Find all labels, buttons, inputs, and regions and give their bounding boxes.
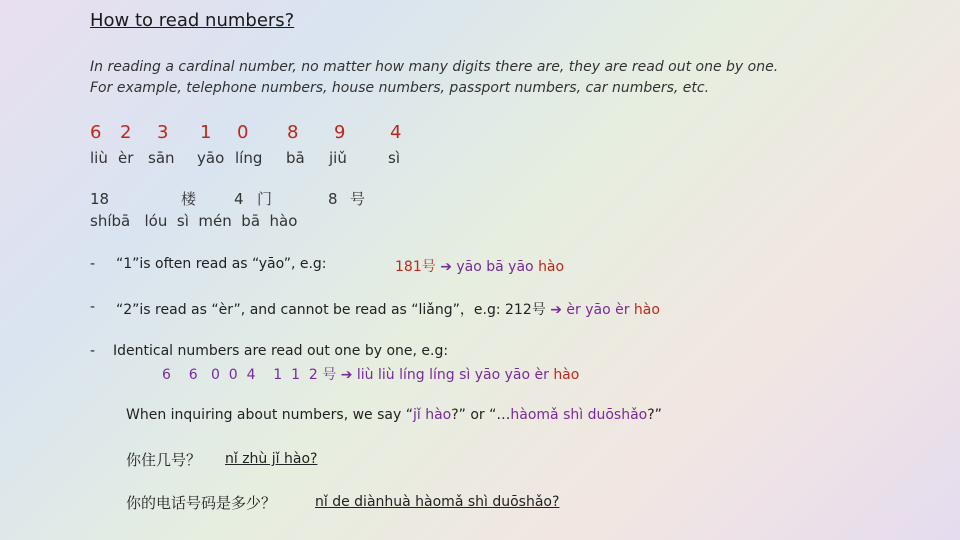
inquire-pre: When inquiring about numbers, we say “: [126, 407, 413, 423]
bullet-dash-1: -: [90, 256, 96, 272]
house-men: 门: [257, 190, 273, 208]
digit-9: 9: [334, 122, 346, 143]
digit-8: 8: [287, 122, 299, 143]
example-digits-3: 6 6 0 0 4 1 1 2: [162, 367, 318, 383]
house-pinyin: shíbā lóu sì mén bā hào: [90, 212, 298, 230]
house-num-18: 18: [90, 190, 110, 208]
arrow-icon: ➔: [550, 302, 562, 318]
example-hao-char-3: 号: [322, 367, 337, 383]
house-num-8: 8: [328, 190, 338, 208]
example-hao-2: hào: [633, 302, 660, 318]
inquire-line: [126, 407, 662, 423]
inquire-mid: ?” or “…: [451, 407, 511, 423]
bullet-example-1: [395, 256, 564, 276]
bullet-text-1: “1”is often read as “yāo”, e.g:: [116, 256, 327, 272]
digit-4: 4: [390, 122, 402, 143]
intro-line-1: In reading a cardinal number, no matter how many digits there are, they are read out one by one.: [90, 59, 779, 75]
pinyin-ling: líng: [235, 149, 263, 167]
bullet-example-3: [162, 364, 579, 384]
digit-6: 6: [90, 122, 102, 143]
pinyin-ba: bā: [286, 149, 305, 167]
bullet-line-2: [116, 299, 660, 319]
pinyin-san: sān: [148, 149, 175, 167]
question-2-cn: 你的电话号码是多少？: [126, 494, 277, 512]
example-read-2: èr yāo èr: [566, 302, 630, 318]
example-read-3: liù liù líng líng sì yāo yāo èr: [356, 367, 549, 383]
pinyin-yao: yāo: [197, 149, 225, 167]
pinyin-si: sì: [388, 149, 400, 167]
digit-1: 1: [200, 122, 212, 143]
bullet-dash-2: -: [90, 299, 96, 315]
page-title: How to read numbers?: [90, 10, 295, 31]
question-2-pinyin: nǐ de diànhuà hàomǎ shì duōshǎo?: [315, 494, 560, 510]
pinyin-jiu: jiǔ: [329, 149, 347, 167]
question-1-cn: 你住几号？: [126, 451, 202, 469]
house-num-4: 4: [234, 190, 244, 208]
inquire-haoma: hàomǎ shì duōshǎo: [510, 407, 648, 423]
example-read-1: yāo bā yāo: [456, 259, 534, 275]
house-lou: 楼: [181, 190, 197, 208]
arrow-icon: ➔: [340, 367, 353, 383]
example-hao-3: hào: [553, 367, 580, 383]
digit-3: 3: [157, 122, 169, 143]
example-hao-1: hào: [538, 259, 565, 275]
digit-2: 2: [120, 122, 132, 143]
pinyin-er: èr: [118, 149, 134, 167]
inquire-post: ?”: [647, 407, 662, 423]
inquire-ji-hao: jǐ hào: [412, 407, 452, 423]
digit-0: 0: [237, 122, 249, 143]
house-hao: 号: [350, 190, 366, 208]
question-1-pinyin: nǐ zhù jǐ hào?: [225, 451, 318, 467]
arrow-icon: ➔: [440, 259, 452, 275]
intro-line-2: For example, telephone numbers, house numbers, passport numbers, car numbers, etc.: [90, 80, 710, 96]
pinyin-liu: liù: [90, 149, 108, 167]
example-num-181: 181号: [395, 259, 436, 275]
bullet-text-2: “2”is read as “èr”, and cannot be read as “liǎng”，e.g: 212号: [116, 302, 546, 318]
bullet-dash-3: -: [90, 343, 96, 359]
bullet-text-3: Identical numbers are read out one by one, e.g:: [113, 343, 449, 359]
